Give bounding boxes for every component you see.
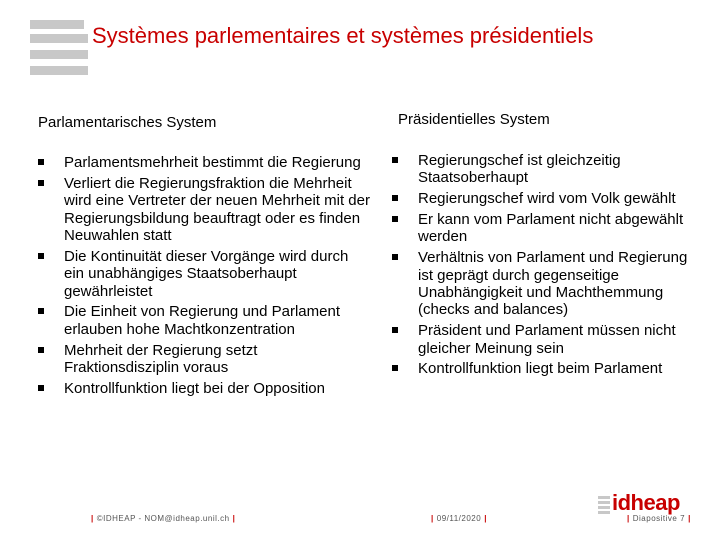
- idheap-logo-text: idheap: [612, 490, 680, 515]
- square-bullet-icon: [38, 180, 44, 186]
- square-bullet-icon: [392, 195, 398, 201]
- list-item: Die Einheit von Regierung und Parlament erlauben hohe Machtkonzentration: [38, 303, 370, 338]
- square-bullet-icon: [392, 327, 398, 333]
- square-bullet-icon: [38, 159, 44, 165]
- square-bullet-icon: [38, 308, 44, 314]
- footer-date: | 09/11/2020 |: [431, 514, 487, 523]
- left-bullet-list: [38, 154, 370, 401]
- list-item: Verhältnis von Parlament und Regierung ist geprägt durch gegenseitige Unabhängigkeit und Machthemmung (checks and balances): [392, 249, 692, 319]
- list-item: Verliert die Regierungsfraktion die Mehrheit wird eine Vertreter der neuen Mehrheit mit der Regierungsbildung beauftragt oder es finden Neuwahlen statt: [38, 175, 370, 245]
- list-item: Mehrheit der Regierung setzt Fraktionsdisziplin voraus: [38, 342, 370, 377]
- list-item: Parlamentsmehrheit bestimmt die Regierung: [38, 154, 370, 171]
- header-logo-bars: [30, 20, 88, 76]
- square-bullet-icon: [38, 385, 44, 391]
- idheap-logo: [598, 491, 690, 519]
- square-bullet-icon: [38, 253, 44, 259]
- square-bullet-icon: [38, 347, 44, 353]
- square-bullet-icon: [392, 365, 398, 371]
- list-item: Regierungschef wird vom Volk gewählt: [392, 190, 692, 207]
- right-column-heading: Präsidentielles System: [398, 111, 550, 128]
- list-item: Regierungschef ist gleichzeitig Staatsoberhaupt: [392, 152, 692, 187]
- list-item: Präsident und Parlament müssen nicht gleicher Meinung sein: [392, 322, 692, 357]
- footer-slide-number: | Diapositive 7 |: [627, 514, 691, 523]
- list-item: Kontrollfunktion liegt bei der Opposition: [38, 380, 370, 397]
- footer-author: | ©IDHEAP - NOM@idheap.unil.ch |: [91, 514, 236, 523]
- slide-title: Systèmes parlementaires et systèmes présidentiels: [92, 23, 594, 48]
- list-item: Er kann vom Parlament nicht abgewählt werden: [392, 211, 692, 246]
- square-bullet-icon: [392, 216, 398, 222]
- square-bullet-icon: [392, 157, 398, 163]
- right-bullet-list: [392, 152, 692, 381]
- left-column-heading: Parlamentarisches System: [38, 114, 217, 131]
- list-item: Kontrollfunktion liegt beim Parlament: [392, 360, 692, 377]
- square-bullet-icon: [392, 254, 398, 260]
- list-item: Die Kontinuität dieser Vorgänge wird durch ein unabhängiges Staatsoberhaupt gewährleistet: [38, 248, 370, 300]
